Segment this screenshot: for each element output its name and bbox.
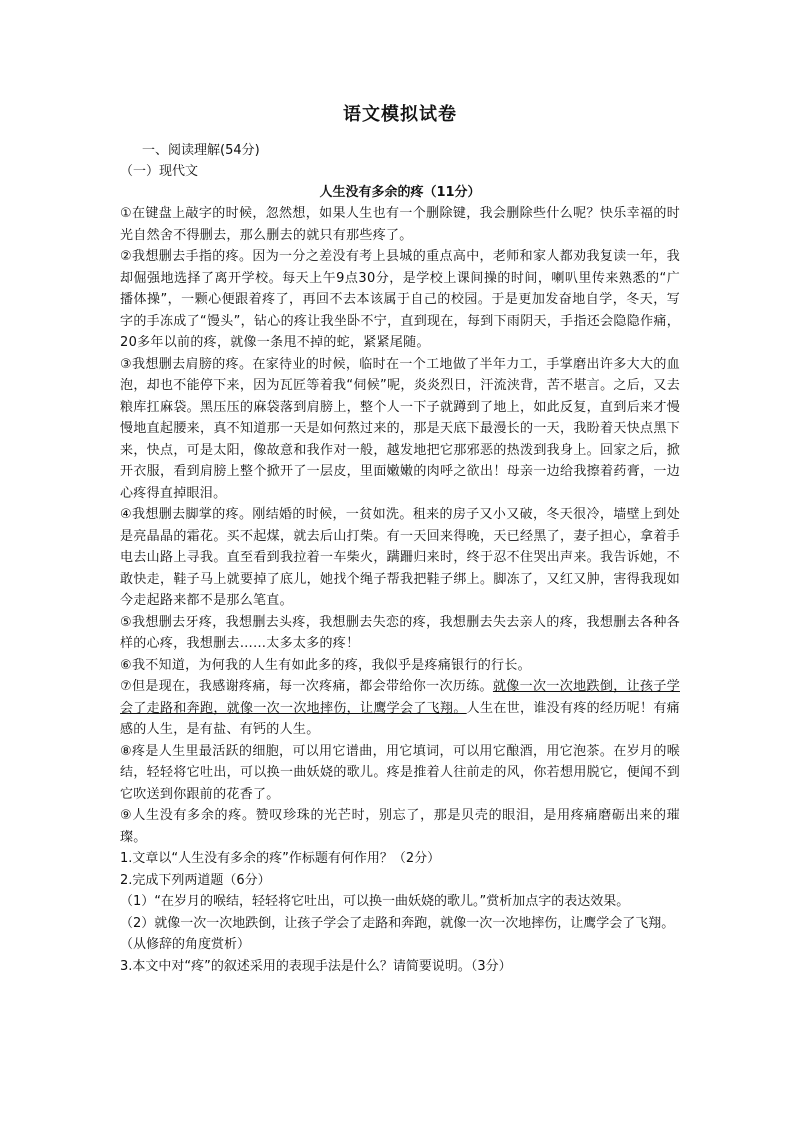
paragraph-7 [120,676,680,741]
question-2-part-2: （2）就像一次一次地跌倒，让孩子学会了走路和奔跑，就像一次一次地摔伤，让鹰学会了飞翔。（从修辞的角度赏析） [120,915,675,952]
paragraph-4: ④我想删去脚掌的疼。刚结婚的时候，一贫如洗。租来的房子又小又破，冬天很冷，墙壁上到处是亮晶晶的霜花。买不起煤，就去后山打柴。有一天回来得晚，天已经黑了，妻子担心，拿着手电去山路上寻我。直至看到我拉着一车柴火，蹒跚归来时，终于忍不住哭出声来。我告诉她，不敢快走，鞋子马上就要掉了底儿，她找个绳子帮我把鞋子绑上。脚冻了，又红又肿，害得我现如今走起路来都不是那么笔直。 [120,507,680,608]
question-2-part-1: （1）“在岁月的喉结，轻轻将它吐出，可以换一曲妖娆的歌儿。”赏析加点字的表达效果。 [120,894,630,909]
paragraph-5: ⑤我想删去牙疼，我想删去头疼，我想删去失恋的疼，我想删去失去亲人的疼，我想删去各种各样的心疼，我想删去……太多太多的疼！ [120,614,680,651]
question-3: 3.本文中对“疼”的叙述采用的表现手法是什么？请简要说明。（3分） [120,958,512,974]
paragraph-2: ②我想删去手指的疼。因为一分之差没有考上县城的重点高中，老师和家人都劝我复读一年，我却倔强地选择了离开学校。每天上午9点30分，是学校上课间操的时间，喇叭里传来熟悉的“广播体操”，一颗心便跟着疼了，再回不去本该属于自己的校园。于是更加发奋地自学，冬天，写字的手冻成了“馒头”，钻心的疼让我坐卧不宁，直到现在，每到下雨阴天，手指还会隐隐作痛，20多年以前的疼，就像一条甩不掉的蛇，紧紧尾随。 [120,249,680,350]
paragraph-1: ①在键盘上敲字的时候，忽然想，如果人生也有一个删除键，我会删除些什么呢？快乐幸福的时光自然舍不得删去，那么删去的就只有那些疼了。 [120,206,680,243]
questions [120,848,680,977]
essay-title: 人生没有多余的疼（11分） [319,185,481,200]
exam-page [120,100,680,977]
paragraph-7-ending: 人生在世，谁没有疼的经历呢！有痛感的人生，是有盐、有钙的人生。 [120,700,680,737]
section-heading: 一、阅读理解(54分) [142,143,260,158]
question-2: 2.完成下列两道题（6分） [120,872,271,888]
question-1: 1.文章以“人生没有多余的疼”作标题有何作用？（2分） [120,851,441,866]
subsection-heading: （一）现代文 [120,164,199,179]
paragraph-6: ⑥我不知道，为何我的人生有如此多的疼，我似乎是疼痛银行的行长。 [120,657,531,673]
paragraph-7-intro: ⑦但是现在，我感谢疼痛，每一次疼痛，都会带给你一次历练。 [120,679,493,694]
paragraph-8: ⑧疼是人生里最活跃的细胞，可以用它谱曲，用它填词，可以用它酿酒，用它泡茶。在岁月的喉结，轻轻将它吐出，可以换一曲妖娆的歌儿。疼是推着人往前走的风，你若想用脱它，便闻不到它吹送到你跟前的花香了。 [120,743,680,802]
paragraph-7-underlined-sentence: 就像一次一次地跌倒，让孩子学会了走路和奔跑，就像一次一次地摔伤，让鹰学会了飞翔。 [120,679,680,716]
paragraph-3: ③我想删去肩膀的疼。在家待业的时候，临时在一个工地做了半年力工，手掌磨出许多大大的血泡，却也不能停下来，因为瓦匠等着我“伺候”呢，炎炎烈日，汗流浃背，苦不堪言。之后，又去粮库扛麻袋。黑压压的麻袋落到肩膀上，整个人一下子就蹲到了地上，如此反复，直到后来才慢慢地直起腰来，真不知道那一天是如何熬过来的，那是天底下最漫长的一天，我盼着天快点黑下来，快点，可是太阳，像故意和我作对一般，越发地把它那邪恶的热泼到我身上。回家之后，掀开衣服，看到肩膀上整个掀开了一层皮，里面嫩嫩的肉呼之欲出！母亲一边给我擦着药膏，一边心疼得直掉眼泪。 [120,356,680,501]
exam-title: 语文模拟试卷 [343,104,457,125]
paragraph-9: ⑨人生没有多余的疼。赞叹珍珠的光芒时，别忘了，那是贝壳的眼泪，是用疼痛磨砺出来的璀璨。 [120,808,680,845]
essay-body [120,203,680,848]
